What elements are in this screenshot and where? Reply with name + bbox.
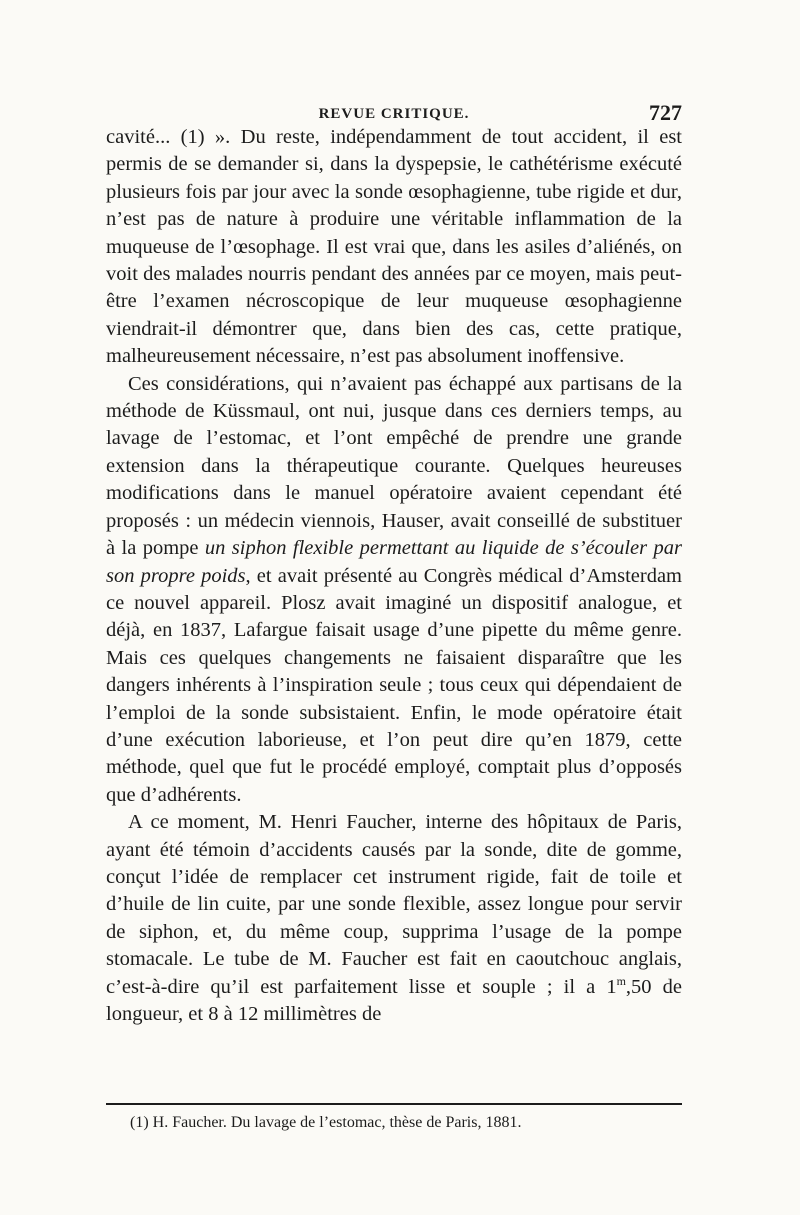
paragraph — [106, 371, 682, 810]
text-run: cavité... (1) ». Du reste, indépendamment de tout accident, il est permis de se demander si, dans la dyspepsie, le cathétérisme exécuté plusieurs fois par jour avec la sonde œsophagienne, tube rigide et dur, n’est pas de nature à produire une véritable inflammation de la muqueuse de l’œsophage. Il est vrai que, dans les asiles d’aliénés, on voit des malades nourris pendant des années par ce moyen, mais peut-être l’examen nécroscopique de leur muqueuse œsophagienne viendrait-il démontrer que, dans bien des cas, cette pratique, malheureusement nécessaire, n’est pas absolument inoffensive. — [106, 126, 682, 368]
body-text — [106, 124, 682, 1028]
italic-quote: un siphon flexible permettant au liquide de s’écouler par son propre poids — [106, 537, 682, 587]
unit-superscript: m — [616, 973, 626, 988]
text-run: , et avait présenté au Congrès médical d’Amsterdam ce nouvel appareil. Plosz avait imaginé un dispositif analogue, et déjà, en 1837, Lafargue faisait usage d’une pipette du même genre. Mais ces quelques changements ne faisaient disparaître que les dangers inhérents à l’inspiration seule ; tous ceux qui dépendaient de l’emploi de la sonde subsistaient. Enfin, le mode opératoire était d’une exécution laborieuse, et l’on peut dire qu’en 1879, cette méthode, quel que fut le procédé employé, comptait plus d’opposés que d’adhérents. — [106, 564, 682, 806]
paragraph — [106, 124, 682, 371]
footnote: (1) H. Faucher. Du lavage de l’estomac, thèse de Paris, 1881. — [130, 1114, 522, 1131]
text-run: Ces considérations, qui n’avaient pas échappé aux partisans de la méthode de Küssmaul, ont nui, jusque dans ces derniers temps, au lavage de l’estomac, et l’ont empêché de prendre une grande extension dans la thérapeutique courante. Quelques heureuses modifications dans le manuel opératoire avaient cependant été proposés : un médecin viennois, Hauser, avait conseillé de substituer à la pompe — [106, 372, 682, 560]
footnote-rule — [106, 1103, 682, 1105]
text-run: A ce moment, M. Henri Faucher, interne des hôpitaux de Paris, ayant été témoin d’accidents causés par la sonde, dite de gomme, conçut l’idée de remplacer cet instrument rigide, fait de toile et d’huile de lin cuite, par une sonde flexible, assez longue pour servir de siphon, et, du même coup, supprima l’usage de la pompe stomacale. Le tube de M. Faucher est fait en caoutchouc anglais, c’est-à-dire qu’il est parfaitement lisse et souple ; il a 1 — [106, 811, 682, 998]
paragraph — [106, 809, 682, 1028]
text-run: ,50 de longueur, et 8 à 12 millimètres de — [106, 975, 682, 1025]
running-head — [106, 100, 682, 126]
page-number: 727 — [649, 100, 682, 125]
running-title: REVUE CRITIQUE. — [318, 106, 470, 122]
